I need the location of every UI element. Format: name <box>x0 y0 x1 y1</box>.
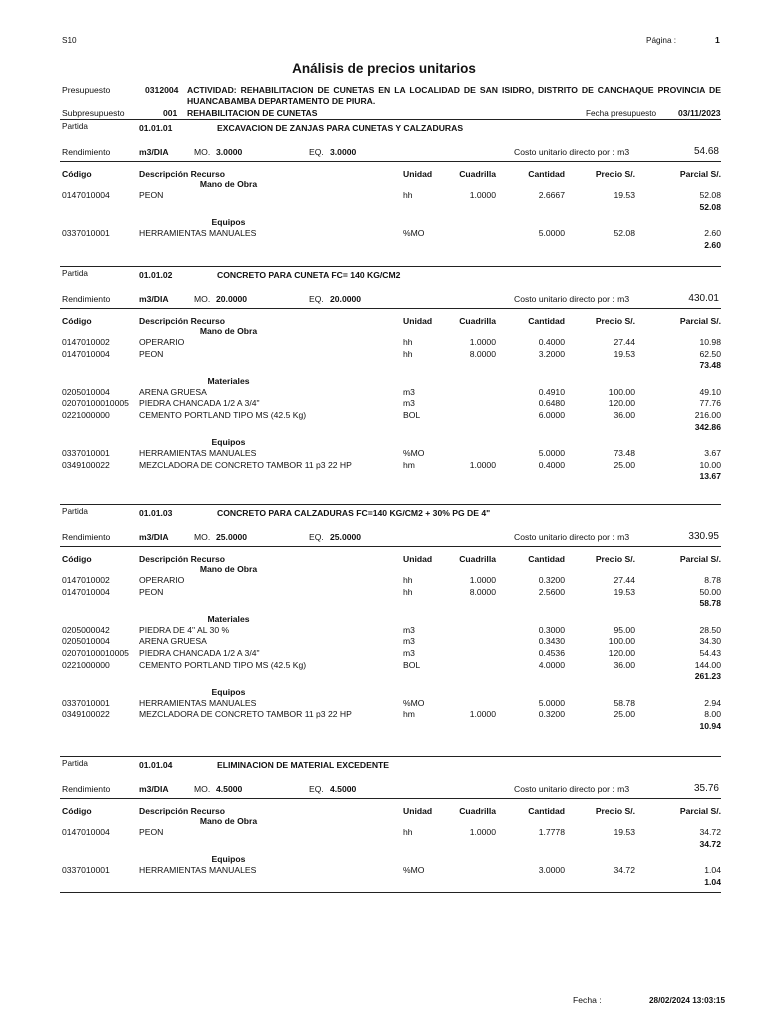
divider <box>60 798 721 799</box>
fecha-presupuesto-label: Fecha presupuesto <box>586 109 657 118</box>
group-title: Mano de Obra <box>199 816 258 826</box>
partida-code: 01.01.04 <box>139 760 173 770</box>
divider <box>60 504 721 505</box>
group-total: 342.86 <box>694 421 721 432</box>
presupuesto-desc-line1: ACTIVIDAD: REHABILITACION DE CUNETAS EN LA LOCALIDAD DE SAN ISIDRO, DISTRITO DE CANCHAQUE PROVINCIA DE <box>187 85 721 95</box>
group-title: Mano de Obra <box>199 326 258 336</box>
col-cuadrilla: Cuadrilla <box>459 169 496 179</box>
row-unidad: m3 <box>403 648 415 658</box>
row-parcial: 10.00 <box>699 459 721 470</box>
row-unidad: m3 <box>403 386 415 397</box>
presupuesto-label: Presupuesto <box>62 85 111 95</box>
page-title: Análisis de precios unitarios <box>292 61 476 76</box>
row-codigo: 0337010001 <box>62 228 110 239</box>
divider <box>60 892 721 893</box>
row-parcial: 216.00 <box>694 410 721 420</box>
row-codigo: 02070100010005 <box>62 648 129 658</box>
row-parcial: 8.78 <box>704 575 721 585</box>
group-title: Equipos <box>211 437 246 448</box>
row-unidad: %MO <box>403 697 425 708</box>
rendimiento-unit: m3/DIA <box>139 147 169 157</box>
mo-value: 20.0000 <box>216 294 248 304</box>
col-unidad: Unidad <box>403 169 433 179</box>
costo-value: 430.01 <box>688 293 719 304</box>
row-parcial: 52.08 <box>699 190 721 200</box>
row-cantidad: 4.0000 <box>538 659 565 670</box>
row-codigo: 0147010002 <box>62 575 110 585</box>
row-parcial: 2.94 <box>704 697 721 708</box>
row-parcial: 8.00 <box>704 709 721 720</box>
col-cantidad: Cantidad <box>528 316 565 326</box>
eq-value: 25.0000 <box>330 532 362 542</box>
col-cantidad: Cantidad <box>528 806 565 816</box>
row-codigo: 0221000000 <box>62 410 110 420</box>
row-codigo: 0337010001 <box>62 697 110 708</box>
row-descripcion: MEZCLADORA DE CONCRETO TAMBOR 11 p3 22 HP <box>139 709 352 720</box>
row-cantidad: 5.0000 <box>538 228 565 239</box>
row-codigo: 0205010004 <box>62 636 110 647</box>
row-cuadrilla: 8.0000 <box>469 348 496 359</box>
row-parcial: 34.72 <box>699 827 721 837</box>
row-codigo: 0147010004 <box>62 586 110 597</box>
rendimiento-label: Rendimiento <box>62 294 111 304</box>
row-descripcion: CEMENTO PORTLAND TIPO MS (42.5 Kg) <box>139 410 307 420</box>
col-precio: Precio S/. <box>595 316 635 326</box>
row-precio: 120.00 <box>608 398 635 409</box>
rendimiento-unit: m3/DIA <box>139 532 169 542</box>
row-codigo: 0147010004 <box>62 190 110 200</box>
divider <box>60 119 721 120</box>
col-precio: Precio S/. <box>595 806 635 816</box>
row-unidad: hh <box>403 575 413 585</box>
row-unidad: hh <box>403 190 413 200</box>
row-parcial: 34.30 <box>699 636 721 647</box>
row-cuadrilla: 1.0000 <box>469 190 496 200</box>
costo-value: 35.76 <box>693 783 719 794</box>
rendimiento-label: Rendimiento <box>62 784 111 794</box>
row-codigo: 0147010002 <box>62 337 110 347</box>
row-descripcion: PEON <box>139 827 164 837</box>
costo-value: 330.95 <box>688 531 719 542</box>
row-parcial: 50.00 <box>699 586 721 597</box>
divider <box>60 266 721 267</box>
rendimiento-label: Rendimiento <box>62 532 111 542</box>
row-cantidad: 0.3200 <box>538 575 565 585</box>
row-codigo: 0349100022 <box>62 459 110 470</box>
presupuesto-code: 0312004 <box>145 85 179 95</box>
partida-name: EXCAVACION DE ZANJAS PARA CUNETAS Y CALZADURAS <box>217 123 464 133</box>
group-title: Materiales <box>207 613 250 624</box>
row-cantidad: 2.5600 <box>538 586 565 597</box>
row-descripcion: PIEDRA CHANCADA 1/2 A 3/4" <box>139 398 260 409</box>
rendimiento-unit: m3/DIA <box>139 294 169 304</box>
mo-label: MO. <box>194 784 211 794</box>
row-precio: 73.48 <box>613 448 635 459</box>
row-codigo: 0147010004 <box>62 827 110 837</box>
row-descripcion: MEZCLADORA DE CONCRETO TAMBOR 11 p3 22 HP <box>139 459 352 470</box>
col-codigo: Código <box>62 169 92 179</box>
row-cuadrilla: 1.0000 <box>469 459 496 470</box>
row-codigo: 0337010001 <box>62 448 110 459</box>
row-descripcion: OPERARIO <box>139 337 185 347</box>
eq-label: EQ. <box>309 532 324 542</box>
row-descripcion: PIEDRA CHANCADA 1/2 A 3/4" <box>139 648 260 658</box>
row-parcial: 3.67 <box>704 448 721 459</box>
col-cuadrilla: Cuadrilla <box>459 316 496 326</box>
row-parcial: 144.00 <box>694 659 721 670</box>
col-unidad: Unidad <box>403 554 433 564</box>
row-cuadrilla: 1.0000 <box>469 827 496 837</box>
row-cantidad: 6.0000 <box>538 410 565 420</box>
subpresupuesto-desc: REHABILITACION DE CUNETAS <box>187 108 318 118</box>
row-precio: 36.00 <box>613 410 635 420</box>
row-codigo: 0147010004 <box>62 348 110 359</box>
row-cuadrilla: 1.0000 <box>469 575 496 585</box>
mo-value: 4.5000 <box>216 784 243 794</box>
group-title: Equipos <box>211 217 246 228</box>
row-unidad: m3 <box>403 624 415 635</box>
col-codigo: Código <box>62 806 92 816</box>
divider <box>60 756 721 757</box>
row-descripcion: PIEDRA DE 4" AL 30 % <box>139 624 230 635</box>
costo-label: Costo unitario directo por : m3 <box>514 294 630 304</box>
row-codigo: 0205000042 <box>62 624 110 635</box>
row-cantidad: 0.3000 <box>538 624 565 635</box>
fecha-presupuesto-value: 03/11/2023 <box>678 108 721 118</box>
row-precio: 58.78 <box>613 697 635 708</box>
row-parcial: 28.50 <box>699 624 721 635</box>
group-total: 261.23 <box>694 671 721 682</box>
col-descripcion: Descripción Recurso <box>139 554 225 564</box>
col-unidad: Unidad <box>403 806 433 816</box>
col-descripcion: Descripción Recurso <box>139 169 225 179</box>
partida-code: 01.01.02 <box>139 270 173 280</box>
row-parcial: 62.50 <box>699 348 721 359</box>
row-cantidad: 5.0000 <box>538 697 565 708</box>
row-precio: 19.53 <box>613 827 635 837</box>
col-codigo: Código <box>62 316 92 326</box>
row-cantidad: 2.6667 <box>538 190 565 200</box>
col-parcial: Parcial S/. <box>679 554 721 564</box>
row-unidad: BOL <box>403 659 421 670</box>
row-unidad: m3 <box>403 398 415 409</box>
divider <box>60 161 721 162</box>
group-total: 13.67 <box>699 471 721 482</box>
row-precio: 95.00 <box>613 624 635 635</box>
row-unidad: %MO <box>403 865 425 876</box>
group-total: 1.04 <box>704 876 721 887</box>
mo-label: MO. <box>194 532 211 542</box>
row-parcial: 49.10 <box>699 386 721 397</box>
rendimiento-unit: m3/DIA <box>139 784 169 794</box>
row-parcial: 77.76 <box>699 398 721 409</box>
group-title: Mano de Obra <box>199 564 258 574</box>
row-cantidad: 0.4536 <box>538 648 565 658</box>
row-precio: 100.00 <box>608 386 635 397</box>
group-total: 10.94 <box>699 721 721 731</box>
row-precio: 27.44 <box>613 337 635 347</box>
row-cantidad: 0.6480 <box>538 398 565 409</box>
col-parcial: Parcial S/. <box>679 169 721 179</box>
row-descripcion: PEON <box>139 190 164 200</box>
row-unidad: hh <box>403 337 413 347</box>
col-cantidad: Cantidad <box>528 169 565 179</box>
row-parcial: 10.98 <box>699 337 721 347</box>
presupuesto-desc-line2: HUANCABAMBA DEPARTAMENTO DE PIURA. <box>187 96 376 106</box>
costo-label: Costo unitario directo por : m3 <box>514 784 630 794</box>
row-cuadrilla: 8.0000 <box>469 586 496 597</box>
group-total: 2.60 <box>704 239 721 250</box>
costo-value: 54.68 <box>693 146 719 157</box>
eq-value: 3.0000 <box>330 147 357 157</box>
group-title: Mano de Obra <box>199 179 258 189</box>
row-unidad: hh <box>403 827 413 837</box>
row-cuadrilla: 1.0000 <box>469 709 496 720</box>
row-parcial: 1.04 <box>704 865 721 876</box>
row-precio: 25.00 <box>613 709 635 720</box>
col-cuadrilla: Cuadrilla <box>459 554 496 564</box>
costo-label: Costo unitario directo por : m3 <box>514 147 630 157</box>
row-descripcion: ARENA GRUESA <box>139 636 207 647</box>
partida-name: CONCRETO PARA CUNETA FC= 140 KG/CM2 <box>217 270 401 280</box>
row-cantidad: 0.4910 <box>538 386 565 397</box>
row-precio: 19.53 <box>613 348 635 359</box>
row-descripcion: HERRAMIENTAS MANUALES <box>139 865 257 876</box>
partida-name: ELIMINACION DE MATERIAL EXCEDENTE <box>217 760 390 770</box>
row-precio: 27.44 <box>613 575 635 585</box>
group-title: Materiales <box>207 375 250 386</box>
group-total: 34.72 <box>699 838 721 849</box>
row-codigo: 0221000000 <box>62 659 110 670</box>
col-precio: Precio S/. <box>595 554 635 564</box>
partida-code: 01.01.03 <box>139 508 173 518</box>
row-cuadrilla: 1.0000 <box>469 337 496 347</box>
divider <box>60 308 721 309</box>
row-unidad: hh <box>403 348 413 359</box>
group-total: 52.08 <box>699 201 721 212</box>
row-descripcion: PEON <box>139 348 164 359</box>
partida-label: Partida <box>62 269 88 278</box>
partida-label: Partida <box>62 507 88 516</box>
subpresupuesto-label: Subpresupuesto <box>62 108 125 118</box>
row-codigo: 0205010004 <box>62 386 110 397</box>
group-total: 58.78 <box>699 598 721 609</box>
row-descripcion: OPERARIO <box>139 575 185 585</box>
row-cantidad: 0.4000 <box>538 337 565 347</box>
row-precio: 19.53 <box>613 190 635 200</box>
mo-value: 3.0000 <box>216 147 243 157</box>
row-descripcion: CEMENTO PORTLAND TIPO MS (42.5 Kg) <box>139 659 307 670</box>
page-label: Página : <box>646 36 677 45</box>
eq-value: 4.5000 <box>330 784 357 794</box>
row-cantidad: 0.4000 <box>538 459 565 470</box>
row-cantidad: 0.3430 <box>538 636 565 647</box>
row-unidad: BOL <box>403 410 421 420</box>
row-unidad: %MO <box>403 448 425 459</box>
group-total: 73.48 <box>699 360 721 371</box>
col-precio: Precio S/. <box>595 169 635 179</box>
col-codigo: Código <box>62 554 92 564</box>
row-precio: 36.00 <box>613 659 635 670</box>
row-precio: 52.08 <box>613 228 635 239</box>
col-descripcion: Descripción Recurso <box>139 316 225 326</box>
divider <box>60 546 721 547</box>
col-parcial: Parcial S/. <box>679 316 721 326</box>
col-cantidad: Cantidad <box>528 554 565 564</box>
col-parcial: Parcial S/. <box>679 806 721 816</box>
row-cantidad: 5.0000 <box>538 448 565 459</box>
group-title: Equipos <box>211 854 246 865</box>
partida-label: Partida <box>62 759 88 768</box>
row-parcial: 54.43 <box>699 648 721 658</box>
rendimiento-label: Rendimiento <box>62 147 111 157</box>
row-precio: 120.00 <box>608 648 635 658</box>
row-cantidad: 0.3200 <box>538 709 565 720</box>
partida-name: CONCRETO PARA CALZADURAS FC=140 KG/CM2 + 30% PG DE 4" <box>217 508 491 518</box>
row-cantidad: 1.7778 <box>538 827 565 837</box>
eq-label: EQ. <box>309 294 324 304</box>
footer-fecha-value: 28/02/2024 13:03:15 <box>649 996 726 1005</box>
group-title: Equipos <box>211 686 246 697</box>
row-descripcion: PEON <box>139 586 164 597</box>
row-descripcion: ARENA GRUESA <box>139 386 207 397</box>
footer-fecha-label: Fecha : <box>573 995 602 1005</box>
subpresupuesto-code: 001 <box>163 108 178 118</box>
row-unidad: hm <box>403 459 415 470</box>
row-cantidad: 3.2000 <box>538 348 565 359</box>
row-precio: 34.72 <box>613 865 635 876</box>
system-label: S10 <box>62 36 77 45</box>
partida-label: Partida <box>62 122 88 131</box>
mo-value: 25.0000 <box>216 532 248 542</box>
row-precio: 100.00 <box>608 636 635 647</box>
partida-code: 01.01.01 <box>139 123 173 133</box>
row-cantidad: 3.0000 <box>538 865 565 876</box>
row-codigo: 0349100022 <box>62 709 110 720</box>
row-unidad: hm <box>403 709 415 720</box>
row-unidad: hh <box>403 586 413 597</box>
row-codigo: 02070100010005 <box>62 398 129 409</box>
eq-label: EQ. <box>309 147 324 157</box>
row-descripcion: HERRAMIENTAS MANUALES <box>139 697 257 708</box>
page-number: 1 <box>715 35 720 45</box>
col-unidad: Unidad <box>403 316 433 326</box>
row-descripcion: HERRAMIENTAS MANUALES <box>139 448 257 459</box>
mo-label: MO. <box>194 294 211 304</box>
col-descripcion: Descripción Recurso <box>139 806 225 816</box>
row-precio: 25.00 <box>613 459 635 470</box>
row-precio: 19.53 <box>613 586 635 597</box>
mo-label: MO. <box>194 147 211 157</box>
eq-value: 20.0000 <box>330 294 362 304</box>
row-descripcion: HERRAMIENTAS MANUALES <box>139 228 257 239</box>
col-cuadrilla: Cuadrilla <box>459 806 496 816</box>
row-codigo: 0337010001 <box>62 865 110 876</box>
costo-label: Costo unitario directo por : m3 <box>514 532 630 542</box>
eq-label: EQ. <box>309 784 324 794</box>
row-unidad: m3 <box>403 636 415 647</box>
row-unidad: %MO <box>403 228 425 239</box>
row-parcial: 2.60 <box>704 228 721 239</box>
